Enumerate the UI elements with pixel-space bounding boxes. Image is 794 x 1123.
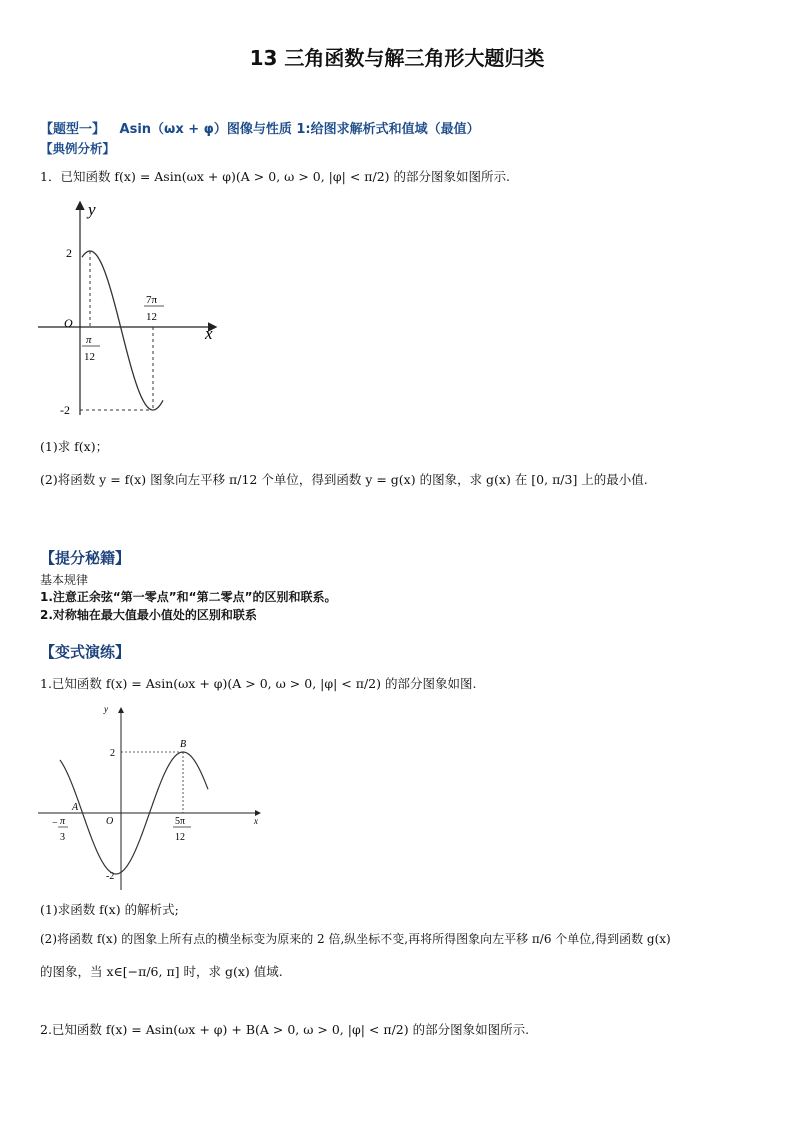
type1-tag: 【题型一】 (40, 122, 106, 137)
x2-num-2: 5π (175, 816, 186, 827)
origin-label: O (64, 316, 73, 330)
graph-1 (30, 195, 230, 425)
rule-1: 1.注意正余弦“第一零点”和“第二零点”的区别和联系。 (40, 590, 337, 604)
x1-num: π (86, 334, 92, 346)
example-tag: 【典例分析】 (40, 141, 116, 156)
example-part-2: (2)将函数 y = f(x) 图象向左平移 π/12 个单位，得到函数 y = g(x) 的图象，求 g(x) 在 [0, π/3] 上的最小值. (40, 472, 648, 487)
x1-num-2: π (60, 816, 66, 827)
graph-2 (30, 700, 270, 895)
x1-den: 12 (84, 351, 95, 363)
y-min-label: -2 (60, 403, 70, 417)
practice-part-1: (1)求函数 f(x) 的解析式; (40, 902, 179, 917)
practice-question-2: 2.已知函数 f(x) = Asin(ωx + φ) + B(A > 0, ω > 0, |φ| < π/2) 的部分图象如图所示. (40, 1022, 530, 1037)
y-max-label: 2 (66, 246, 72, 260)
svg-text:−: − (52, 818, 58, 829)
example-part-1: (1)求 f(x)； (40, 439, 109, 454)
y-max-label-2: 2 (110, 748, 115, 759)
example-question-1: 1．已知函数 f(x) = Asin(ωx + φ)(A > 0, ω > 0, |φ| < π/2) 的部分图象如图所示. (40, 169, 510, 184)
page-title: 13 三角函数与解三角形大题归类 (249, 46, 545, 70)
y-min-label-2: -2 (106, 871, 115, 882)
practice-part-2b: 的图象，当 x∈[−π/6, π] 时，求 g(x) 值域. (40, 964, 283, 979)
rule-2: 2.对称轴在最大值最小值处的区别和联系 (40, 608, 257, 622)
practice-tag: 【变式演练】 (40, 643, 131, 661)
tips-tag: 【提分秘籍】 (40, 549, 131, 567)
point-a-label: A (72, 802, 79, 813)
type1-title: Asin（ωx + φ）图像与性质 1:给图求解析式和值域（最值） (119, 122, 480, 137)
x1-den-2: 3 (60, 832, 65, 843)
x2-den: 12 (146, 311, 157, 323)
practice-question-1: 1.已知函数 f(x) = Asin(ωx + φ)(A > 0, ω > 0, |φ| < π/2) 的部分图象如图. (40, 676, 477, 691)
rule-title: 基本规律 (40, 573, 89, 587)
sine-curve-1 (82, 251, 163, 410)
x-axis-label: x (205, 324, 213, 343)
practice-part-2a: (2)将函数 f(x) 的图象上所有点的横坐标变为原来的 2 倍,纵坐标不变,再将所得图象向左平移 π/6 个单位,得到函数 g(x) (40, 932, 671, 946)
x-axis-label-2: x (254, 816, 258, 826)
type1-heading (40, 118, 480, 137)
origin-label-2: O (106, 816, 114, 827)
point-b-label: B (180, 739, 187, 750)
y-axis-label-2: y (104, 704, 108, 714)
y-axis-label: y (88, 200, 96, 219)
x2-den-2: 12 (175, 832, 185, 843)
x2-num: 7π (146, 294, 158, 306)
